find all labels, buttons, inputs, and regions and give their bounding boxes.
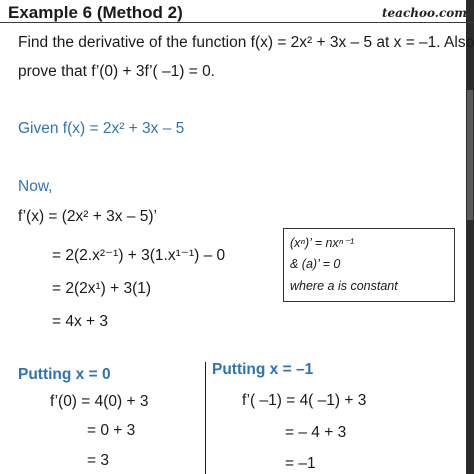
scrollbar-thumb[interactable] (467, 90, 473, 220)
right-case-line-1: f’( –1) = 4( –1) + 3 (242, 392, 367, 409)
derivative-step-4: = 4x + 3 (52, 313, 109, 330)
note-constant-def: where a is constant (290, 279, 398, 293)
question-line-2: prove that f’(0) + 3f’( –1) = 0. (18, 63, 215, 80)
case-divider (205, 362, 206, 474)
derivative-step-1: f’(x) = (2x² + 3x – 5)’ (18, 208, 157, 225)
left-case-line-3: = 3 (87, 452, 109, 469)
note-power-rule: (xⁿ)’ = nxⁿ⁻¹ (290, 236, 354, 250)
note-constant-rule: & (a)’ = 0 (290, 257, 341, 271)
header-divider (0, 22, 474, 23)
left-case-line-1: f’(0) = 4(0) + 3 (50, 393, 149, 410)
right-case-line-3: = –1 (285, 455, 316, 472)
formula-note-box (283, 228, 455, 302)
page-title: Example 6 (Method 2) (8, 3, 183, 22)
now-label: Now, (18, 178, 53, 195)
side-scrollbar[interactable] (466, 0, 474, 474)
left-case-line-2: = 0 + 3 (87, 422, 136, 439)
brand-logo: teachoo.com (382, 6, 467, 20)
right-case-heading: Putting x = –1 (212, 361, 314, 378)
derivative-step-2: = 2(2.x²⁻¹) + 3(1.x¹⁻¹) – 0 (52, 247, 226, 264)
derivative-step-3: = 2(2x¹) + 3(1) (52, 280, 152, 297)
given-statement: Given f(x) = 2x² + 3x – 5 (18, 120, 185, 137)
question-line-1: Find the derivative of the function f(x) = 2x² + 3x – 5 at x = –1. Also (18, 34, 474, 51)
left-case-heading: Putting x = 0 (18, 366, 111, 383)
right-case-line-2: = – 4 + 3 (285, 424, 347, 441)
